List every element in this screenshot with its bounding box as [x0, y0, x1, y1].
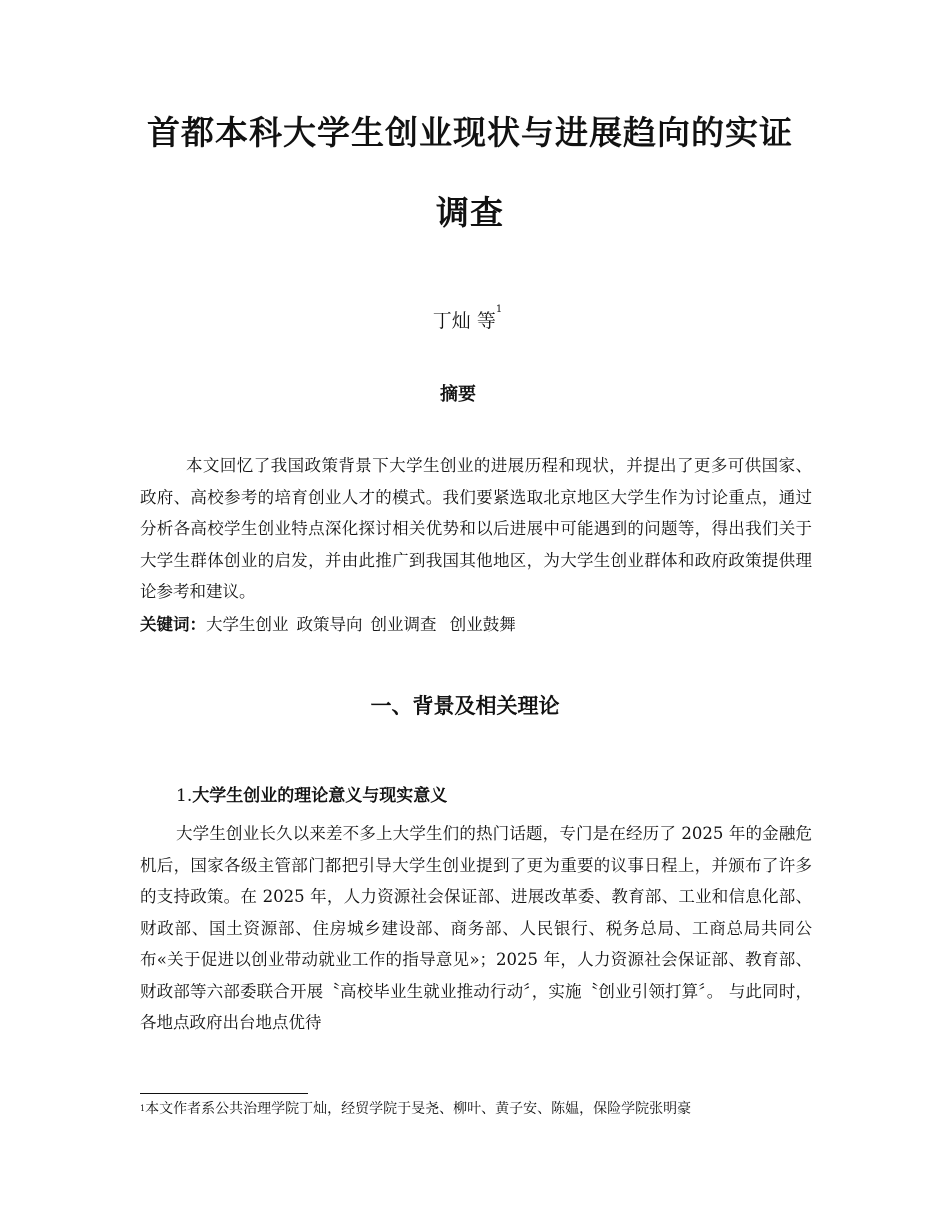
keyword-item: 大学生创业	[206, 615, 289, 634]
author-name: 丁灿 等	[432, 310, 496, 332]
document-title-line-2: 调查	[436, 193, 504, 232]
footnote-divider	[140, 1093, 308, 1094]
document-title-line-1: 首都本科大学生创业现状与进展趋向的实证	[147, 113, 793, 152]
subsection-heading	[176, 781, 447, 806]
keywords-label: 关键词：	[140, 615, 206, 634]
abstract-heading: 摘要	[440, 384, 476, 405]
keywords-line	[140, 611, 524, 639]
section-heading: 一、背景及相关理论	[370, 694, 560, 718]
keyword-item: 创业鼓舞	[444, 615, 516, 634]
author-line	[0, 306, 935, 333]
section-body: 大学生创业长久以来差不多上大学生们的热门话题，专门是在经历了 2025 年的金融危机后，国家各级主管部门都把引导大学生创业提到了更为重要的议事日程上，并颁布了许多的支持政策。在 2025 年，人力资源社会保证部、进展改革委、教育部、工业和信息化部、财政部、国土资源部、住房城乡建设部、商务部、人民银行、税务总局、工商总局共同公布«关于促进以创业带动就业工作的指导意见»；2025 年，人力资源社会保证部、教育部、财政部等六部委联合开展〝高校毕业生就业推动行动〞，实施〝创业引领打算〞。 与此同时，各地点政府出台地点优待	[140, 824, 812, 1032]
subsection-title: 大学生创业的理论意义与现实意义	[192, 786, 448, 806]
subsection-number: 1.	[176, 786, 193, 806]
keyword-item: 政策导向	[296, 615, 363, 634]
footnote-mark: 1	[140, 1104, 146, 1113]
abstract-body: 本文回忆了我国政策背景下大学生创业的进展历程和现状，并提出了更多可供国家、政府、高校参考的培育创业人才的模式。我们要紧选取北京地区大学生作为讨论重点，通过分析各高校学生创业特点深化探讨相关优势和以后进展中可能遇到的问题等，得出我们关于大学生群体创业的启发，并由此推广到我国其他地区，为大学生创业群体和政府政策提供理论参考和建议。	[140, 456, 812, 601]
footnote-text: 本文作者系公共治理学院丁灿，经贸学院于旻尧、柳叶、黄子安、陈媪，保险学院张明豪	[145, 1101, 692, 1117]
keyword-item: 创业调查	[370, 615, 437, 634]
footnote	[140, 1098, 840, 1120]
author-footnote-mark: 1	[495, 304, 503, 315]
